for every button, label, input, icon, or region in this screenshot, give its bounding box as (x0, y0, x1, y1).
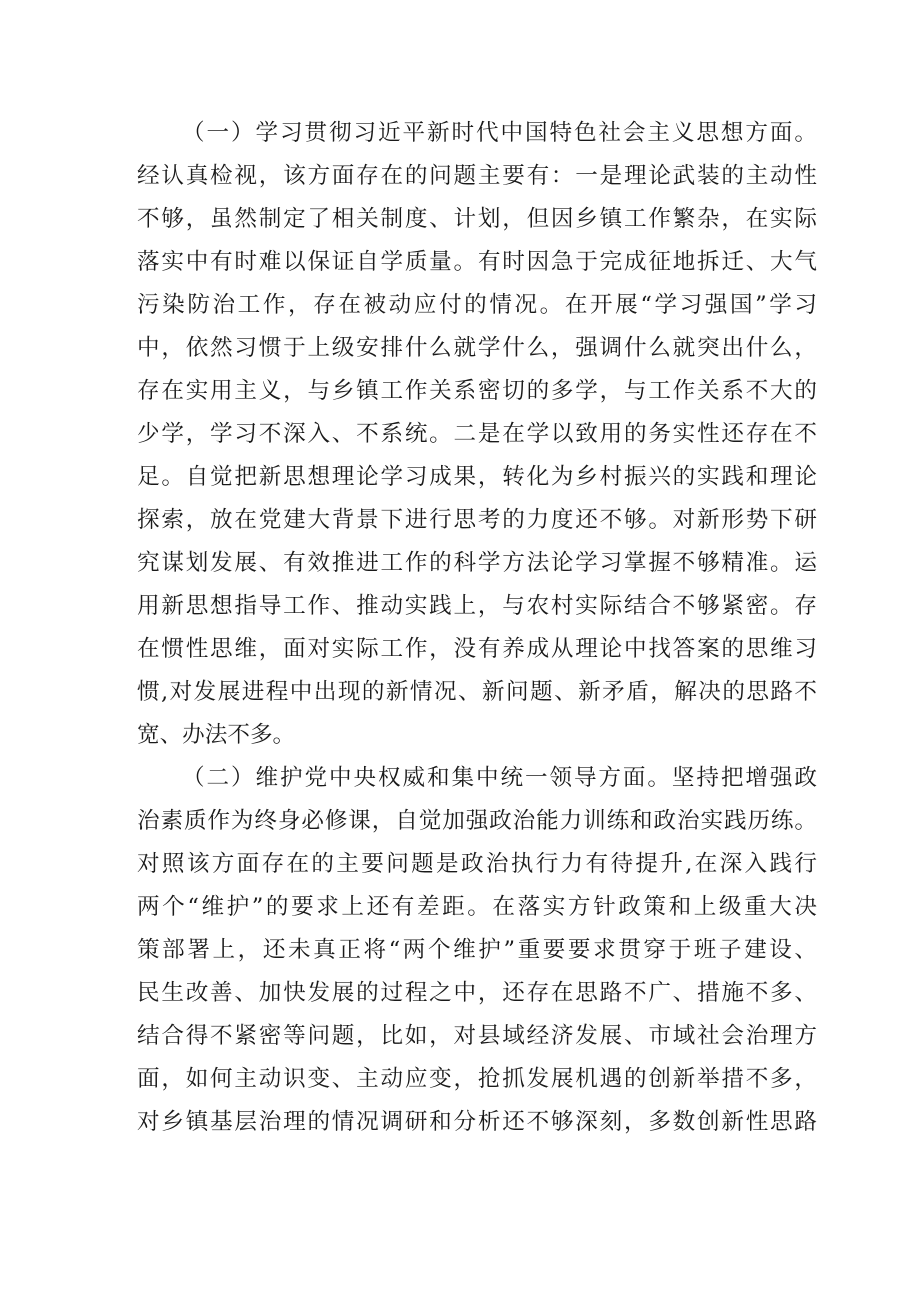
text-line: 对乡镇基层治理的情况调研和分析还不够深刻，多数创新性思路 (137, 1109, 817, 1135)
text-line: 两个“维护”的要求上还有差距。在落实方针政策和上级重大决 (137, 894, 817, 920)
text-line: 究谋划发展、有效推进工作的科学方法论学习掌握不够精准。运 (137, 550, 817, 576)
text-line: 少学，学习不深入、不系统。二是在学以致用的务实性还存在不 (137, 421, 817, 447)
text-line: 存在实用主义，与乡镇工作关系密切的多学，与工作关系不大的 (137, 378, 817, 404)
text-line: 足。自觉把新思想理论学习成果，转化为乡村振兴的实践和理论 (137, 464, 817, 490)
text-line: 结合得不紧密等问题，比如，对县域经济发展、市域社会治理方 (137, 1023, 817, 1049)
text-line: 不够，虽然制定了相关制度、计划，但因乡镇工作繁杂，在实际 (137, 206, 817, 232)
text-line: 面，如何主动识变、主动应变，抢抓发展机遇的创新举措不多， (137, 1066, 817, 1092)
text-line: 对照该方面存在的主要问题是政治执行力有待提升,在深入践行 (137, 851, 817, 877)
text-line: 策部署上，还未真正将“两个维护”重要要求贯穿于班子建设、 (137, 937, 817, 963)
text-line: （一）学习贯彻习近平新时代中国特色社会主义思想方面。 (182, 120, 817, 146)
text-line: 经认真检视，该方面存在的问题主要有：一是理论武装的主动性 (137, 163, 817, 189)
text-line: 探索，放在党建大背景下进行思考的力度还不够。对新形势下研 (137, 507, 817, 533)
text-line: 惯,对发展进程中出现的新情况、新问题、新矛盾，解决的思路不 (137, 679, 817, 705)
text-line: 治素质作为终身必修课，自觉加强政治能力训练和政治实践历练。 (137, 808, 817, 834)
text-line: 宽、办法不多。 (137, 722, 296, 748)
text-line: 中，依然习惯于上级安排什么就学什么，强调什么就突出什么， (137, 335, 817, 361)
text-line: 落实中有时难以保证自学质量。有时因急于完成征地拆迁、大气 (137, 249, 817, 275)
text-line: （二）维护党中央权威和集中统一领导方面。坚持把增强政 (182, 765, 817, 791)
text-line: 民生改善、加快发展的过程之中，还存在思路不广、措施不多、 (137, 980, 817, 1006)
text-line: 污染防治工作，存在被动应付的情况。在开展“学习强国”学习 (137, 292, 817, 318)
text-line: 在惯性思维，面对实际工作，没有养成从理论中找答案的思维习 (137, 636, 817, 662)
text-line: 用新思想指导工作、推动实践上，与农村实际结合不够紧密。存 (137, 593, 817, 619)
